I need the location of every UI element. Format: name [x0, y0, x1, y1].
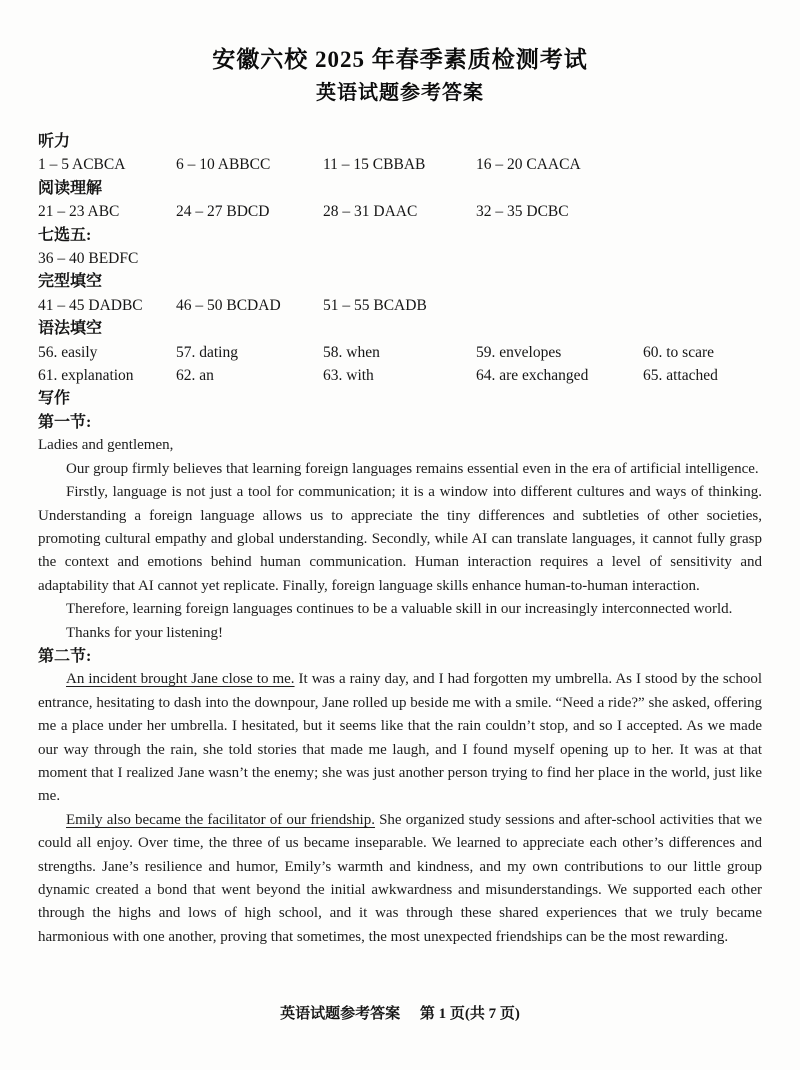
section-label-listening: 听力	[38, 133, 71, 150]
answer-item: 65. attached	[643, 367, 718, 385]
answer-item: 62. an	[176, 367, 214, 385]
section-label-writing: 写作	[38, 390, 71, 408]
answer-key-subtitle: 英语试题参考答案	[316, 82, 484, 104]
grammar-answer-row-2	[38, 364, 762, 387]
answer-item: 56. easily	[38, 343, 98, 361]
answer-item: 60. to scare	[643, 343, 715, 361]
answer-key-content	[38, 130, 762, 949]
seven-choose-five-answer-row	[38, 247, 762, 270]
essay-paragraph: Our group firmly believes that learning foreign languages remains essential even in the era of artificial intelligence.	[66, 460, 759, 477]
grammar-answer-row-1	[38, 341, 762, 364]
paragraph-body: She organized study sessions and after-school activities that we could all enjoy. Over time, the three of us became inseparable. We learned to appreciate each other’s differences and strengths. Jane’s resilience and humor, Emily’s warmth and kindness, and my own contributions to our little group dynamic created a bond that went beyond the initial awkwardness and misunderstandings. We supported each other through the highs and lows of high school, and it was through these shared experiences that we truly became harmonious with one another, proving that sometimes, the most unexpected friendships can be the most rewarding.	[38, 811, 763, 945]
section-label-grammar: 语法填空	[38, 320, 103, 338]
page-footer	[0, 1004, 800, 1024]
answer-group: 24 – 27 BDCD	[176, 203, 270, 221]
listening-answer-row	[38, 153, 762, 176]
section-label-reading: 阅读理解	[38, 179, 103, 197]
answer-item: 61. explanation	[38, 367, 134, 385]
answer-group: 36 – 40 BEDFC	[38, 250, 139, 268]
writing-part2-label: 第二节:	[38, 647, 92, 665]
answer-group: 6 – 10 ABBCC	[176, 156, 271, 174]
answer-group: 32 – 35 DCBC	[476, 203, 569, 221]
salutation-line: Ladies and gentlemen,	[38, 437, 174, 454]
reading-answer-row	[38, 200, 762, 223]
answer-group: 11 – 15 CBBAB	[323, 156, 426, 174]
narrative-paragraph	[38, 809, 762, 949]
cloze-answer-row	[38, 294, 762, 317]
footer-page-number: 第 1 页(共 7 页)	[419, 1006, 520, 1022]
essay-paragraph: Firstly, language is not just a tool for communication; it is a window into different cultures and ways of thinking. Understanding a foreign language allows us to appreciate the tiny differences and subtleties of other societies, promoting cultural empathy and global understanding. Secondly, while AI can translate languages, it cannot fully grasp the context and emotions behind human communication. Human interaction requires a level of sensitivity and adaptability that AI cannot yet replicate. Finally, foreign language skills enhance human-to-human interaction.	[38, 484, 762, 594]
answer-group: 21 – 23 ABC	[38, 203, 120, 221]
answer-group: 46 – 50 BCDAD	[176, 296, 281, 314]
topic-sentence-underlined: An incident brought Jane close to me.	[66, 671, 295, 688]
writing-part1-label: 第一节:	[38, 413, 92, 431]
answer-group: 51 – 55 BCADB	[323, 296, 427, 314]
answer-group: 16 – 20 CAACA	[476, 156, 581, 174]
exam-title: 安徽六校 2025 年春季素质检测考试	[212, 47, 588, 72]
section-label-seven-choose-five: 七选五:	[38, 226, 92, 244]
answer-item: 58. when	[323, 343, 380, 361]
topic-sentence-underlined: Emily also became the facilitator of our friendship.	[66, 811, 375, 828]
answer-group: 28 – 31 DAAC	[323, 203, 418, 221]
answer-item: 57. dating	[176, 343, 238, 361]
answer-item: 63. with	[323, 367, 374, 385]
answer-group: 1 – 5 ACBCA	[38, 156, 126, 174]
answer-item: 59. envelopes	[476, 343, 562, 361]
answer-item: 64. are exchanged	[476, 367, 589, 385]
section-label-cloze: 完型填空	[38, 273, 103, 291]
footer-doc-title: 英语试题参考答案	[280, 1006, 401, 1022]
answer-group: 41 – 45 DADBC	[38, 296, 143, 314]
essay-paragraph: Therefore, learning foreign languages continues to be a valuable skill in our increasingly interconnected world.	[66, 601, 733, 618]
closing-line: Thanks for your listening!	[66, 624, 224, 641]
paragraph-body: It was a rainy day, and I had forgotten my umbrella. As I stood by the school entrance, hesitating to dash into the downpour, Jane rolled up beside me with a smile. “Need a ride?” she asked, offering me a place under her umbrella. I hesitated, but it seems like that the rain couldn’t stop, and so I accepted. As we made our way through the rain, she told stories that made me laugh, and I found myself opening up to her. It was at that moment that I realized Jane wasn’t the enemy; she was just another person trying to find her place in the world, just like me.	[38, 671, 762, 805]
narrative-paragraph	[38, 668, 762, 808]
